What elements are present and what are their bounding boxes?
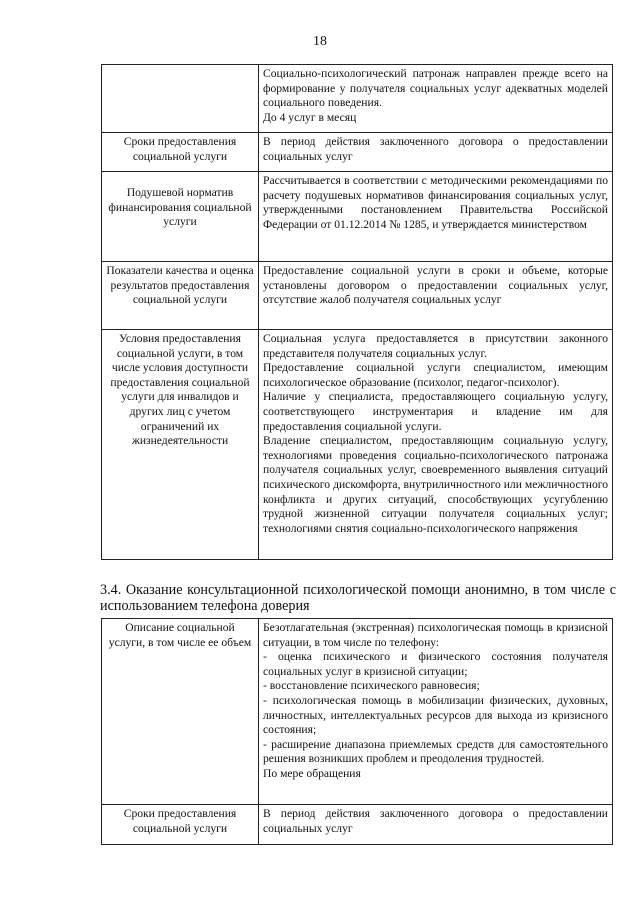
row-content xyxy=(259,619,613,805)
paragraph: Социально-психологический патронаж направлен прежде всего на формирование у получателя социальных услуг адекватных моделей социального поведения. xyxy=(263,67,608,110)
table-row xyxy=(102,262,613,330)
table-row xyxy=(102,65,613,133)
paragraph: Предоставление социальной услуги специалистом, имеющим психологическое образование (психолог, педагог-психолог). xyxy=(263,361,608,389)
row-label: Подушевой норматив финансирования социальной услуги xyxy=(102,172,259,262)
section-heading: 3.4. Оказание консультационной психологической помощи анонимно, в том числе с использованием телефона доверия xyxy=(100,582,616,614)
table-row xyxy=(102,330,613,560)
row-content xyxy=(259,172,613,262)
row-content xyxy=(259,330,613,560)
paragraph: - расширение диапазона приемлемых средств для самостоятельного решения возникших проблем и преодоления трудностей. xyxy=(263,737,608,766)
paragraph: - психологическая помощь в мобилизации физических, духовных, личностных, интеллектуальных ресурсов для выхода из кризисного состояния; xyxy=(263,693,608,737)
paragraph: - восстановление психического равновесия; xyxy=(263,679,480,693)
row-label: Сроки предоставления социальной услуги xyxy=(102,805,259,845)
paragraph: В период действия заключенного договора о предоставлении социальных услуг xyxy=(263,135,608,163)
table-row xyxy=(102,619,613,805)
paragraph: Предоставление социальной услуги в сроки и объеме, которые установлены договором о предоставлении социальных услуг, отсутствие жалоб получателя социальных услуг xyxy=(263,264,608,307)
paragraph: Социальная услуга предоставляется в присутствии законного представителя получателя социальных услуг. xyxy=(263,332,608,360)
page-number: 18 xyxy=(313,34,327,49)
row-content xyxy=(259,133,613,172)
row-content xyxy=(259,65,613,133)
paragraph: - оценка психического и физического состояния получателя социальных услуг в кризисной ситуации; xyxy=(263,650,608,678)
row-label xyxy=(102,65,259,133)
paragraph: Наличие у специалиста, предоставляющего социальную услугу, соответствующего инструментария и владение им для предоставления социальной услуги. xyxy=(263,390,608,433)
service-table xyxy=(101,618,613,845)
row-label: Описание социальной услуги, в том числе ее объем xyxy=(102,619,259,805)
paragraph: В период действия заключенного договора о предоставлении социальных услуг xyxy=(263,807,608,835)
row-label: Сроки предоставления социальной услуги xyxy=(102,133,259,172)
row-content xyxy=(259,262,613,330)
table-row xyxy=(102,172,613,262)
paragraph: Безотлагательная (экстренная) психологическая помощь в кризисной ситуации, в том числе по телефону: xyxy=(263,621,608,649)
row-content xyxy=(259,805,613,845)
table-row xyxy=(102,805,613,845)
row-label: Условия предоставления социальной услуги, в том числе условия доступности предоставления социальной услуги для инвалидов и других лиц с учетом ограничений их жизнедеятельности xyxy=(102,330,259,560)
paragraph: До 4 услуг в месяц xyxy=(263,110,357,124)
service-table-continued xyxy=(101,64,613,560)
paragraph: Владение специалистом, предоставляющим социальную услугу, технологиями проведения социально-психологического патронажа получателя социальных услуг, своевременного выявления ситуаций психического дискомфорта, внутриличностного или межличностного конфликта и других ситуаций, способствующих усугублению трудной жизненной ситуации получателя социальных услуг; технологиями снятия социально-психологического напряжения xyxy=(263,434,608,535)
row-label: Показатели качества и оценка результатов предоставления социальной услуги xyxy=(102,262,259,330)
paragraph: По мере обращения xyxy=(263,766,361,780)
paragraph: Рассчитывается в соответствии с методическими рекомендациями по расчету подушевых нормативов финансирования социальных услуг, утвержденными постановлением Правительства Российской Федерации от 01.12.2014 № 1285, и утверждается министерством xyxy=(263,174,608,231)
table-row xyxy=(102,133,613,172)
